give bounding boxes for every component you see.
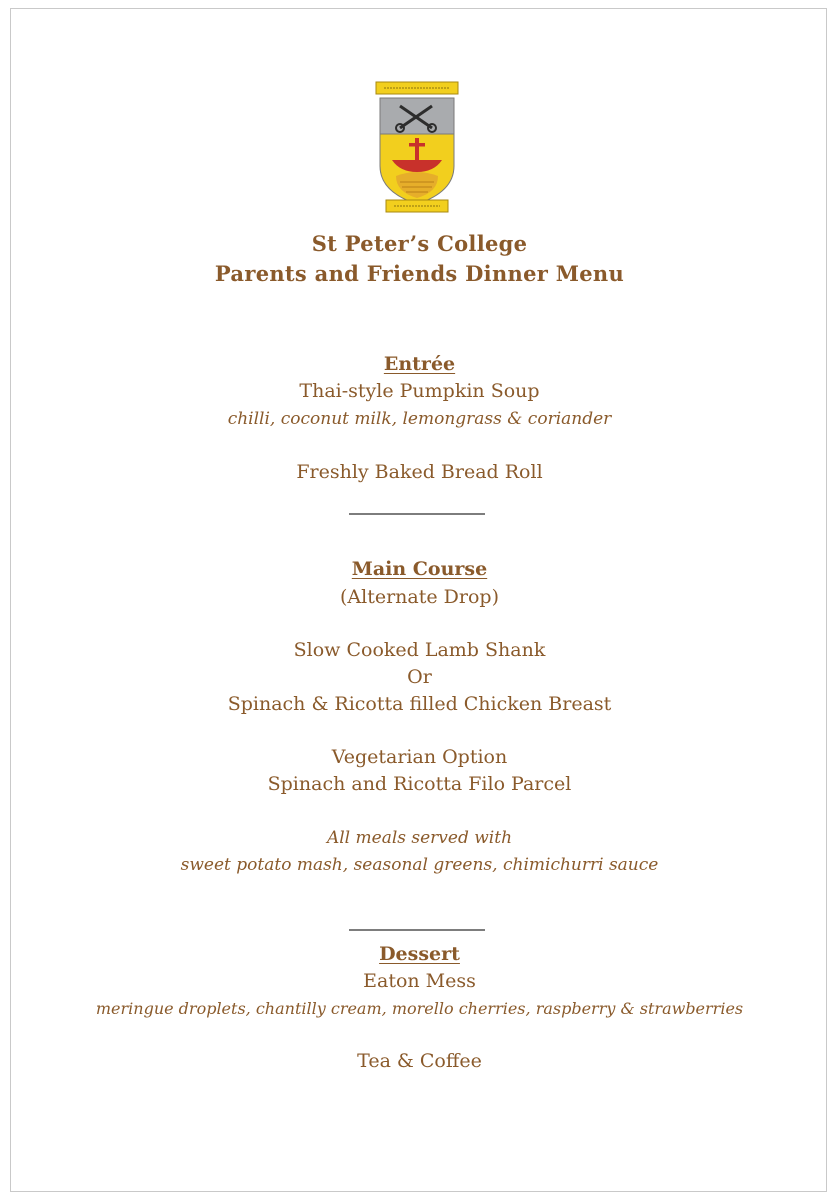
section-divider-2 [349, 929, 485, 931]
dessert-dish-description: meringue droplets, chantilly cream, morello cherries, raspberry & strawberries [95, 999, 744, 1018]
entree-heading: Entrée [383, 353, 456, 375]
dessert-dish: Eaton Mess [363, 970, 476, 992]
served-with-line-2: sweet potato mash, seasonal greens, chimichurri sauce [180, 855, 659, 875]
menu-title-line2: Parents and Friends Dinner Menu [214, 261, 625, 286]
entree-dish-2: Freshly Baked Bread Roll [296, 461, 543, 483]
main-option-2: Spinach & Ricotta filled Chicken Breast [227, 693, 612, 715]
main-course-heading: Main Course [351, 558, 488, 580]
dessert-heading: Dessert [379, 943, 460, 965]
main-course-note: (Alternate Drop) [340, 586, 499, 608]
served-with-line-1: All meals served with [326, 828, 513, 848]
vegetarian-label: Vegetarian Option [331, 746, 508, 768]
main-or-separator: Or [407, 666, 432, 688]
entree-dish-1: Thai-style Pumpkin Soup [299, 380, 540, 402]
college-crest-logo [374, 80, 460, 216]
menu-title-line1: St Peter’s College [311, 231, 528, 256]
tea-and-coffee: Tea & Coffee [357, 1050, 482, 1072]
entree-dish-1-description: chilli, coconut milk, lemongrass & coriander [227, 409, 612, 429]
main-option-1: Slow Cooked Lamb Shank [293, 639, 546, 661]
vegetarian-dish: Spinach and Ricotta Filo Parcel [267, 773, 572, 795]
section-divider-1 [349, 513, 485, 515]
